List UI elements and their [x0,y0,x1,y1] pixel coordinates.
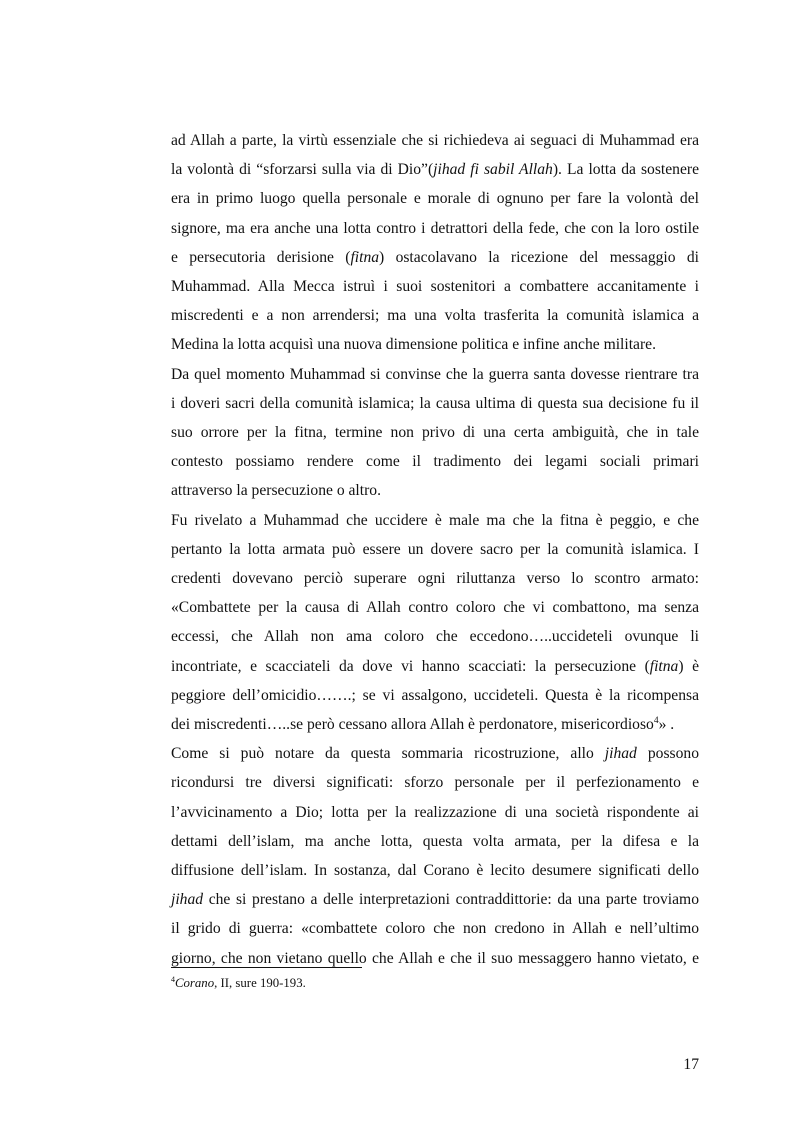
paragraph [171,506,699,740]
text-line: Medina la lotta acquisì una nuova dimensione politica e infine anche militare. [171,336,656,354]
footnote-reference-mark: 4 [653,716,659,727]
page-number: 17 [683,1056,699,1073]
paragraph [171,360,699,506]
text-line: eccessi, che Allah non ama coloro che eccedono…..uccideteli ovunque li [171,628,699,646]
text-line: e persecutoria derisione (fitna) ostacolavano la ricezione del messaggio di [171,248,699,266]
italic-term: jihad [171,891,204,909]
text-line: il grido di guerra: «combattete coloro che non credono in Allah e nell’ultimo [171,920,699,938]
text-line: dei miscredenti…..se però cessano allora Allah è perdonatore, misericordioso$^4$» . [171,716,675,734]
italic-term: jihad fi sabil Allah [433,161,553,179]
body-text [171,126,699,973]
paragraph [171,739,699,973]
text-line: contesto possiamo rendere come il tradimento dei legami sociali primari [171,453,699,471]
footnote-reference: , II, sure 190-193. [214,976,306,990]
paragraph [171,126,699,360]
text-line: suo orrore per la fitna, termine non privo di una certa ambiguità, che in tale [171,424,699,442]
text-line: «Combattete per la causa di Allah contro coloro che vi combattono, ma senza [171,599,699,617]
footnote-number: 4 [171,975,175,984]
text-line: attraverso la persecuzione o altro. [171,482,381,500]
text-line: giorno, che non vietano quello che Allah e che il suo messaggero hanno vietato, e [171,949,699,967]
footnote-source: Corano [175,976,215,990]
text-line: ricondursi tre diversi significati: sforzo personale per il perfezionamento e [171,774,699,792]
footnote-separator [171,967,362,968]
text-line: pertanto la lotta armata può essere un dovere sacro per la comunità islamica. I [171,540,699,558]
text-line: era in primo luogo quella personale e morale di ognuno per fare la volontà del [171,190,699,208]
text-line: i doveri sacri della comunità islamica; la causa ultima di questa sua decisione fu il [171,394,699,412]
text-line: Da quel momento Muhammad si convinse che la guerra santa dovesse rientrare tra [171,365,699,383]
text-line: miscredenti e a non arrendersi; ma una volta trasferita la comunità islamica a [171,307,699,325]
text-line: Fu rivelato a Muhammad che uccidere è male ma che la fitna è peggio, e che [171,511,699,529]
text-line: credenti dovevano perciò superare ogni riluttanza verso lo scontro armato: [171,570,699,588]
text-line: incontriate, e scacciateli da dove vi hanno scacciati: la persecuzione (fitna) è [171,657,699,675]
text-line: ad Allah a parte, la virtù essenziale che si richiedeva ai seguaci di Muhammad era [171,132,699,149]
text-line: diffusione dell’islam. In sostanza, dal Corano è lecito desumere significati dello [171,862,699,880]
italic-term: fitna [350,248,380,266]
italic-term: fitna [649,657,679,675]
text-line: la volontà di “sforzarsi sulla via di Dio”(jihad fi sabil Allah). La lotta da sostenere [171,161,699,179]
text-line: Muhammad. Alla Mecca istruì i suoi sostenitori a combattere accanitamente i [171,278,699,296]
text-line: Come si può notare da questa sommaria ricostruzione, allo jihad possono [171,745,699,763]
text-line: jihad che si prestano a delle interpretazioni contraddittorie: da una parte troviamo [171,891,699,909]
text-line: signore, ma era anche una lotta contro i detrattori della fede, che con la loro ostile [171,219,699,237]
text-line: peggiore dell’omicidio…….; se vi assalgono, uccideteli. Questa è la ricompensa [171,686,699,704]
text-line: dettami dell’islam, ma anche lotta, questa volta armata, per la difesa e la [171,832,699,850]
italic-term: jihad [604,745,637,763]
footnote-4 [171,975,306,991]
text-line: l’avvicinamento a Dio; lotta per la realizzazione di una società rispondente ai [171,803,699,821]
